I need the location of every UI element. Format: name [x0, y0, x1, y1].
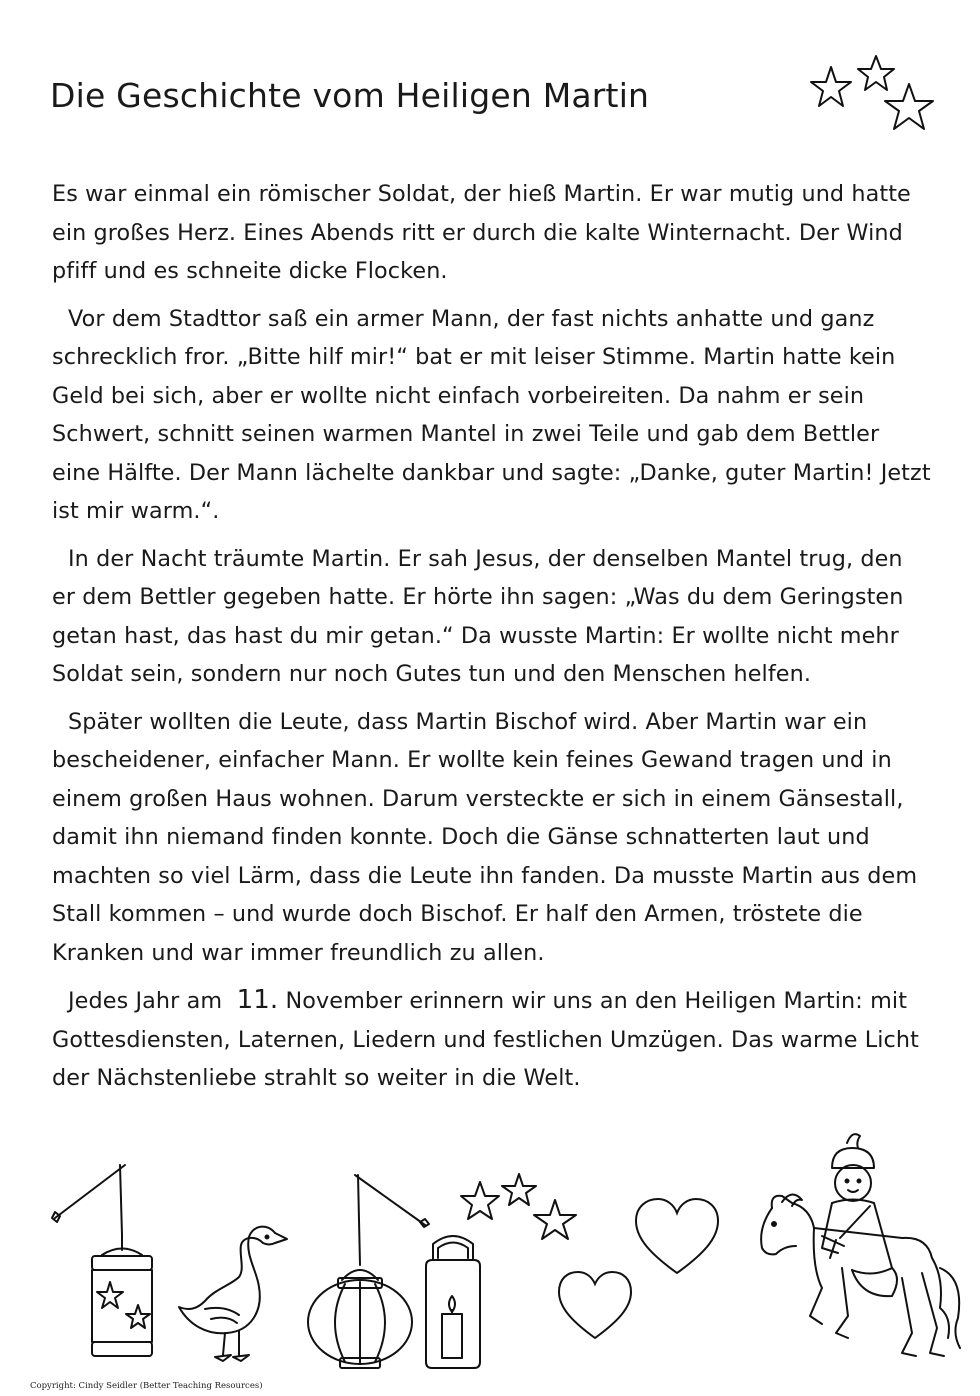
goose-icon [175, 1215, 290, 1375]
paragraph-3: In der Nacht träumte Martin. Er sah Jesus, der denselben Mantel trug, den er dem Bettler gegeben hatte. Er hörte ihn sagen: „Was du dem Geringsten getan hast, das hast du mir getan.“ Da wusste Martin: Er wollte nicht mehr Soldat sein, sondern nur noch Gutes tun und den Menschen helfen. [52, 545, 904, 687]
stars-icon [455, 1170, 585, 1250]
star-lantern-icon [50, 1160, 160, 1370]
heart-icon [555, 1268, 635, 1343]
story-text [52, 175, 932, 1107]
stars-icon [805, 52, 940, 137]
heart-icon [632, 1195, 722, 1280]
page-title: Die Geschichte vom Heiligen Martin [50, 76, 650, 115]
paragraph-5-start: Jedes Jahr am [68, 988, 223, 1014]
saint-martin-horse-icon [752, 1128, 967, 1383]
copyright-notice: Copyright: Cindy Seidler (Better Teaching Resources) [30, 1381, 263, 1391]
date-number: 11. [236, 985, 279, 1015]
paragraph-5-rest: November erinnern wir uns an den Heiligen Martin: mit Gottesdiensten, Laternen, Liedern und festlichen Umzügen. Das warme Licht der Nächstenliebe strahlt so weiter in die Welt. [52, 988, 919, 1091]
paragraph-4: Später wollten die Leute, dass Martin Bischof wird. Aber Martin war ein bescheidener, einfacher Mann. Er wollte kein feines Gewand tragen und in einem großen Haus wohnen. Darum versteckte er sich in einem Gänsestall, damit ihn niemand finden konnte. Doch die Gänse schnatterten laut und machten so viel Lärm, dass die Leute ihn fanden. Da musste Martin aus dem Stall kommen – und wurde doch Bischof. Er half den Armen, tröstete die Kranken und war immer freundlich zu allen. [52, 708, 918, 966]
paragraph-2: Vor dem Stadttor saß ein armer Mann, der fast nichts anhatte und ganz schrecklich fror. „Bitte hilf mir!“ bat er mit leiser Stimme. Martin hatte kein Geld bei sich, aber er wollte nicht einfach vorbeireiten. Da nahm er sein Schwert, schnitt seinen warmen Mantel in zwei Teile und gab dem Bettler eine Hälfte. Der Mann lächelte dankbar und sagte: „Danke, guter Martin! Jetzt ist mir warm.“. [52, 305, 931, 524]
paragraph-5 [52, 981, 932, 1098]
candle-lantern-icon [418, 1232, 488, 1372]
paragraph-1: Es war einmal ein römischer Soldat, der hieß Martin. Er war mutig und hatte ein großes Herz. Eines Abends ritt er durch die kalte Winternacht. Der Wind pfiff und es schneite dicke Flocken. [52, 181, 911, 284]
round-lantern-icon [300, 1170, 430, 1375]
